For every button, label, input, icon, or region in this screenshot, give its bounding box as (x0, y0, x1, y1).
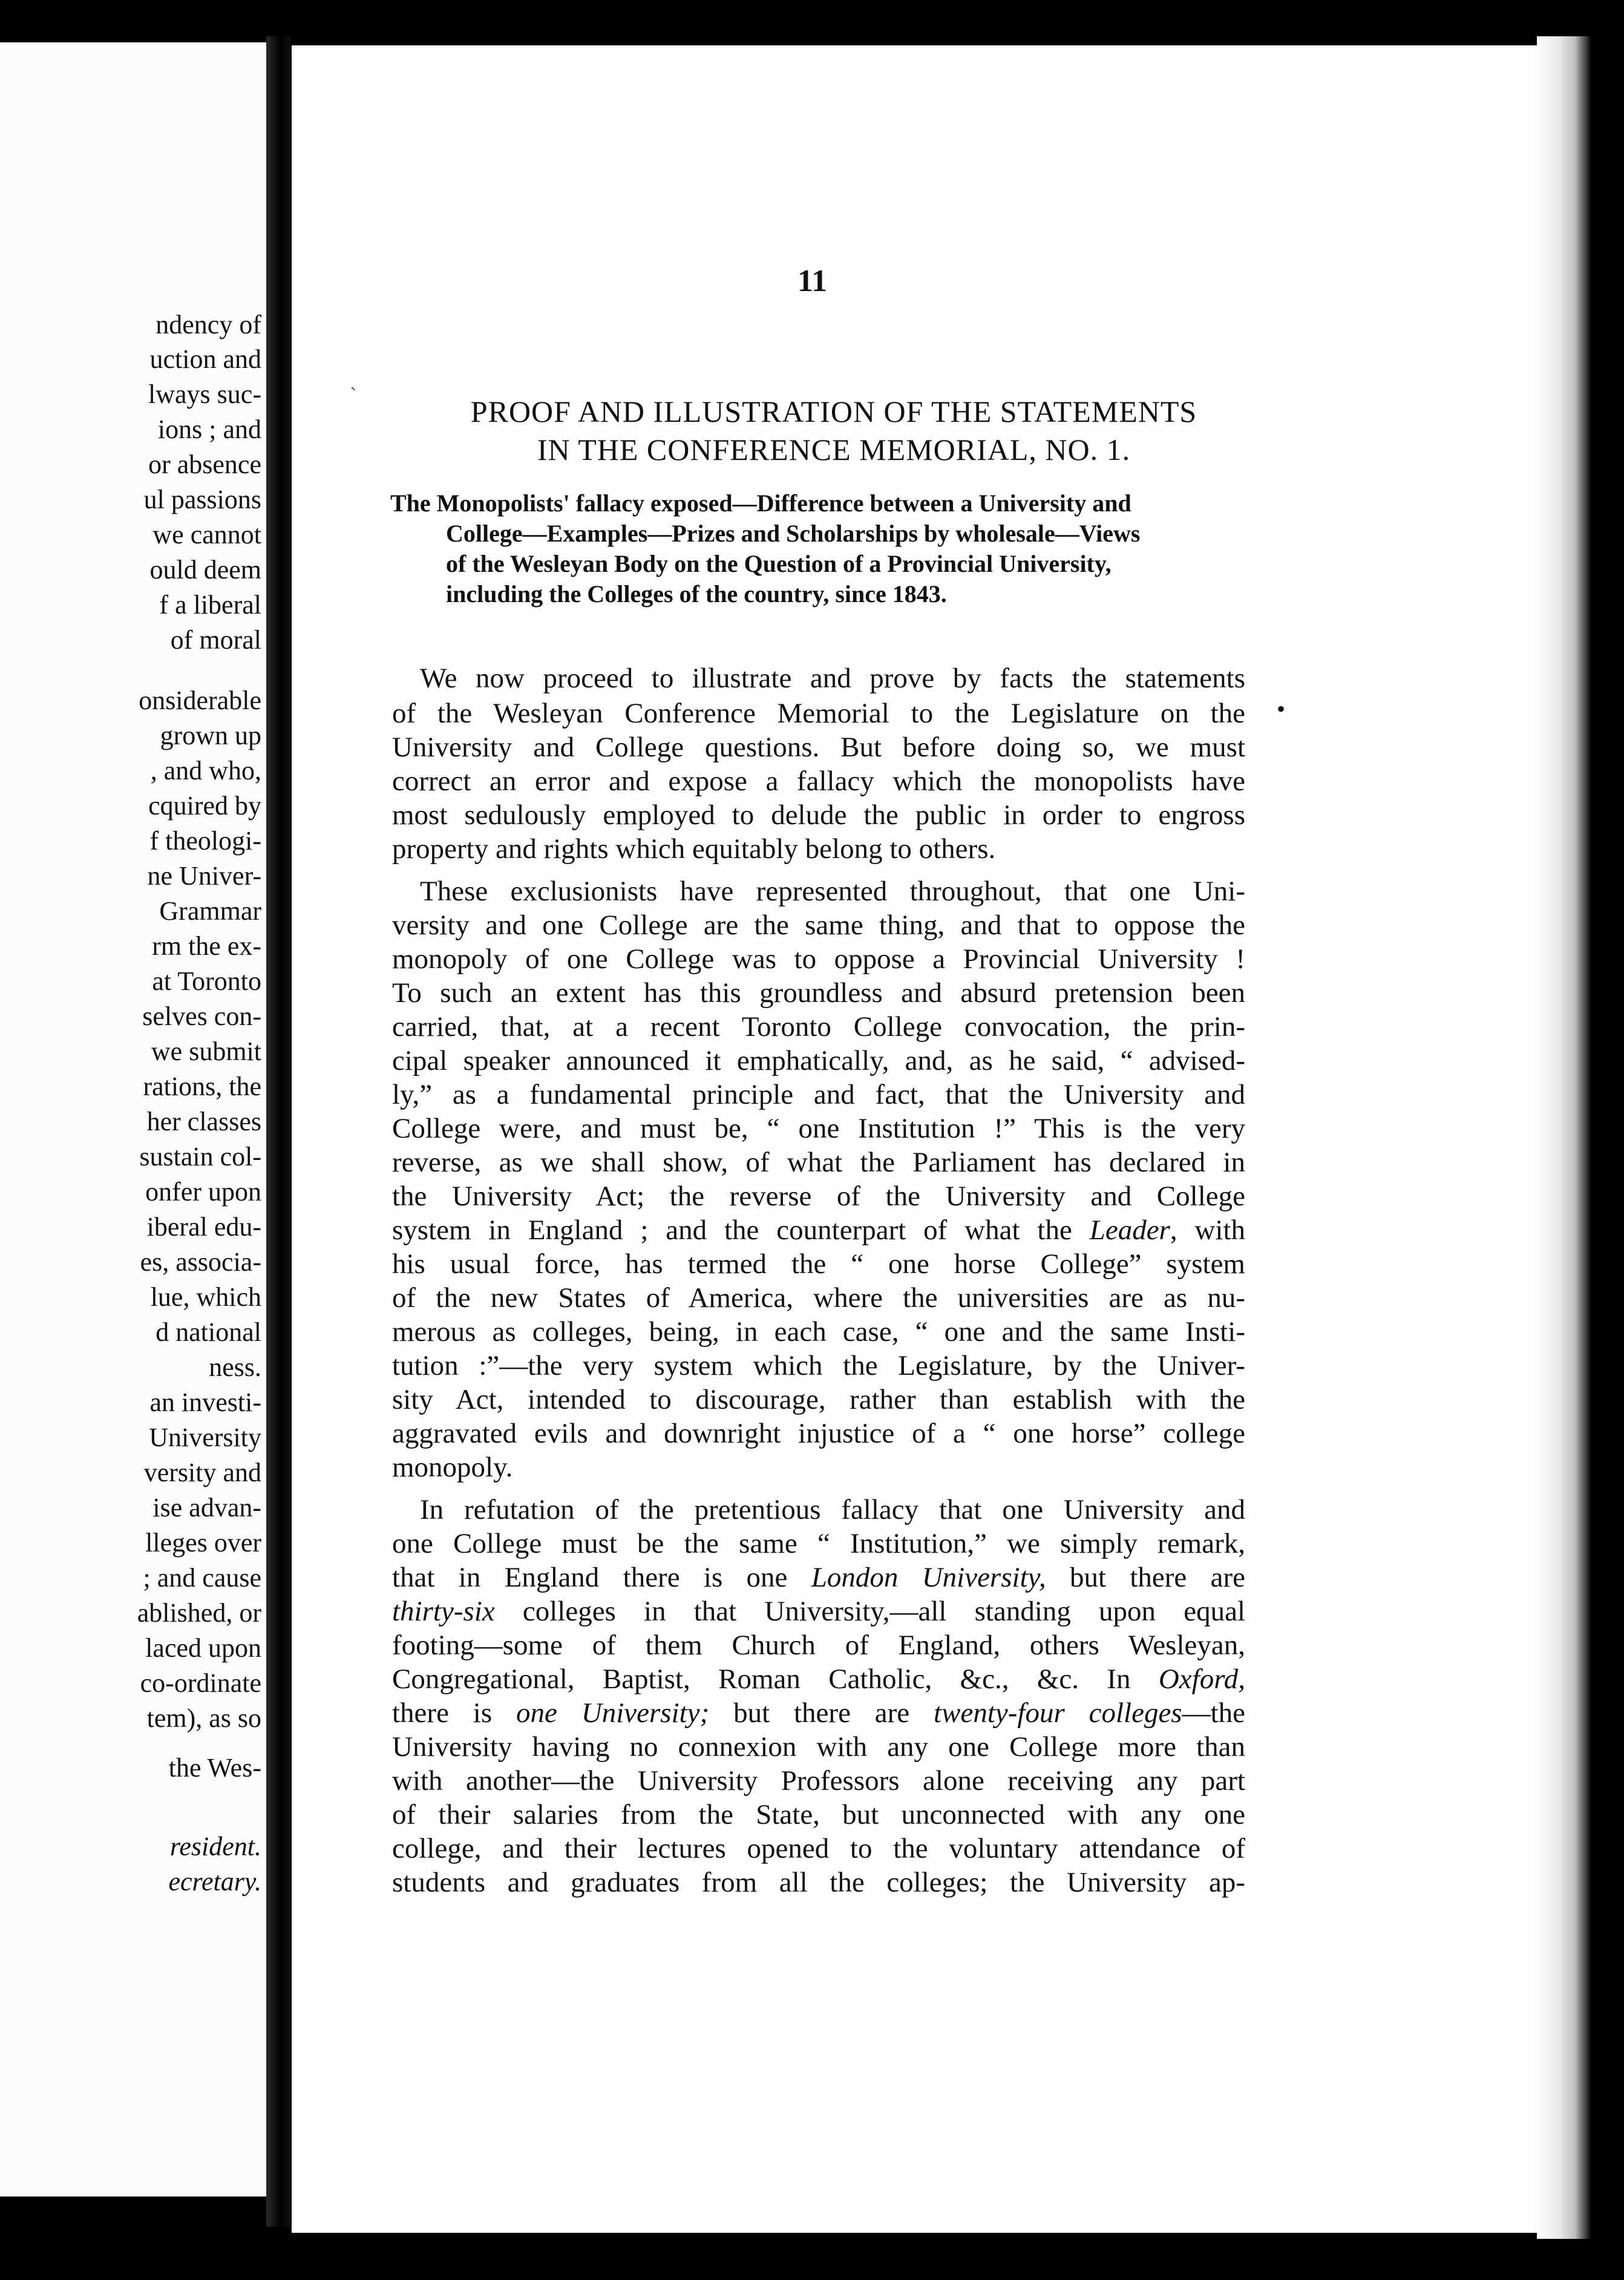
summary-line: including the Colleges of the country, since 1843. (446, 580, 947, 608)
body-line: We now proceed to illustrate and prove by facts the statements (420, 663, 1245, 694)
body-line: aggravated evils and downright injustice of a “ one horse” college (392, 1418, 1245, 1449)
body-line: college, and their lectures opened to the voluntary attendance of (392, 1833, 1245, 1864)
left-page-line: lue, which (150, 1282, 261, 1312)
left-page-line: uction and (149, 344, 261, 374)
body-line: merous as colleges, being, in each case, “ one and the same Insti- (392, 1316, 1245, 1348)
left-page-line: ablished, or (137, 1598, 261, 1628)
italic-london: London University, (811, 1562, 1046, 1593)
left-page-line: Grammar (159, 896, 261, 926)
italic-twenty-four: twenty-four colleges (934, 1697, 1182, 1729)
body-line: footing—some of them Church of England, others Wesleyan, (392, 1630, 1245, 1661)
body-line: monopoly of one College was to oppose a Provincial University ! (392, 943, 1245, 975)
left-page-line: her classes (146, 1107, 261, 1136)
body-line: students and graduates from all the colleges; the University ap- (392, 1867, 1245, 1898)
left-page-line: , and who, (150, 756, 261, 785)
left-page-line: resident. (169, 1832, 261, 1861)
left-page-line: ions ; and (157, 414, 261, 444)
italic-one-university: one University; (516, 1697, 710, 1729)
italic-thirty-six: thirty-six (392, 1596, 495, 1627)
body-line: carried, that, at a recent Toronto College convocation, the prin- (392, 1011, 1245, 1043)
body-line: the University Act; the reverse of the University and College (392, 1181, 1245, 1212)
left-page-line: of moral (170, 625, 261, 655)
body-line: These exclusionists have represented throughout, that one Uni- (420, 876, 1245, 907)
left-page-line: an investi- (149, 1387, 261, 1417)
body-line: most sedulously employed to delude the public in order to engross (392, 799, 1245, 831)
left-page-line: lleges over (145, 1528, 261, 1558)
left-page-line: ise advan- (152, 1493, 261, 1522)
margin-dot: • (1277, 695, 1286, 722)
left-page-line: rm the ex- (152, 931, 261, 961)
left-page-line: ; and cause (143, 1563, 261, 1593)
summary-line: College—Examples—Prizes and Scholarships by wholesale—Views (446, 520, 1141, 547)
left-page-line: onfer upon (145, 1177, 261, 1207)
summary-line: of the Wesleyan Body on the Question of a Provincial University, (446, 550, 1112, 577)
left-page-line: cquired by (148, 791, 261, 821)
page-number: 11 (797, 264, 828, 298)
body-line: To such an extent has this groundless and absurd pretension been (392, 977, 1245, 1009)
body-line: In refutation of the pretentious fallacy that one University and (420, 1494, 1245, 1525)
left-page-line: rations, the (143, 1072, 261, 1101)
body-line: College were, and must be, “ one Institution !” This is the very (392, 1113, 1245, 1144)
left-page-line: lways suc- (148, 379, 261, 409)
left-page-line: or absence (148, 450, 261, 479)
body-line: there is one University; but there are twenty-four colleges—the (392, 1697, 1246, 1729)
left-page-line: iberal edu- (146, 1212, 261, 1242)
left-page-line: ould deem (149, 555, 261, 585)
chapter-title-line-2: IN THE CONFERENCE MEMORIAL, NO. 1. (537, 433, 1131, 467)
left-page-line: d national (156, 1317, 261, 1347)
book-gutter (266, 36, 290, 2227)
summary-line: The Monopolists' fallacy exposed—Difference between a University and (390, 490, 1131, 517)
left-page-line: f theologi- (149, 826, 261, 856)
body-line: one College must be the same “ Institution,” we simply remark, (392, 1528, 1245, 1559)
body-line: cipal speaker announced it emphatically, and, as he said, “ advised- (392, 1045, 1245, 1076)
body-line: his usual force, has termed the “ one horse College” system (392, 1248, 1245, 1280)
body-line: ly,” as a fundamental principle and fact, that the University and (392, 1079, 1245, 1110)
italic-oxford: Oxford, (1158, 1663, 1245, 1695)
left-page-line: ness. (209, 1352, 261, 1382)
left-page-line: ecretary. (168, 1867, 261, 1896)
left-page-line: grown up (160, 721, 261, 750)
body-line: of their salaries from the State, but unconnected with any one (392, 1799, 1245, 1830)
left-page-line: versity and (143, 1458, 261, 1487)
left-page-line: selves con- (142, 1001, 261, 1031)
italic-leader: Leader (1089, 1214, 1170, 1246)
left-page-line: laced upon (145, 1633, 261, 1663)
left-page-line: co-ordinate (140, 1668, 261, 1698)
left-page-line: the Wes- (168, 1753, 261, 1783)
body-line: with another—the University Professors alone receiving any part (392, 1765, 1245, 1797)
body-line: correct an error and expose a fallacy which the monopolists have (392, 765, 1245, 797)
body-line: tution :”—the very system which the Legislature, by the Univer- (392, 1350, 1245, 1381)
body-line: University and College questions. But before doing so, we must (392, 732, 1245, 763)
left-page-line: we cannot (152, 520, 261, 549)
body-line: Congregational, Baptist, Roman Catholic, &c., &c. In Oxford, (392, 1663, 1245, 1695)
body-line: of the Wesleyan Conference Memorial to the Legislature on the (392, 698, 1245, 729)
left-page-line: ndency of (156, 310, 261, 339)
body-line: reverse, as we shall show, of what the Parliament has declared in (392, 1147, 1245, 1178)
body-line: property and rights which equitably belong to others. (392, 833, 996, 865)
page-edge (1537, 36, 1591, 2239)
left-page-line: ne Univer- (147, 861, 261, 891)
left-page-line: we submit (151, 1037, 261, 1066)
body-line: sity Act, intended to discourage, rather than establish with the (392, 1384, 1245, 1415)
body-line: of the new States of America, where the universities are as nu- (392, 1282, 1245, 1314)
body-line: system in England ; and the counterpart of what the Leader, with (392, 1214, 1246, 1246)
page-mark: ˋ (350, 383, 357, 407)
chapter-title-line-1: PROOF AND ILLUSTRATION OF THE STATEMENTS (470, 395, 1197, 428)
left-page-line: f a liberal (159, 590, 261, 620)
body-line: monopoly. (392, 1452, 513, 1483)
left-page-line: ul passions (143, 485, 261, 514)
left-page-line: tem), as so (146, 1703, 261, 1733)
left-page-line: es, associa- (140, 1247, 261, 1277)
body-line: that in England there is one London University, but there are (392, 1562, 1245, 1593)
left-facing-page (0, 42, 270, 2196)
left-page-line: at Toronto (152, 966, 261, 996)
left-page-line: University (149, 1423, 261, 1452)
left-page-line: sustain col- (139, 1142, 261, 1171)
body-line: versity and one College are the same thing, and that to oppose the (392, 909, 1245, 941)
body-line: thirty-six colleges in that University,—all standing upon equal (392, 1596, 1246, 1627)
body-line: University having no connexion with any one College more than (392, 1731, 1245, 1763)
left-page-line: onsiderable (139, 686, 261, 715)
